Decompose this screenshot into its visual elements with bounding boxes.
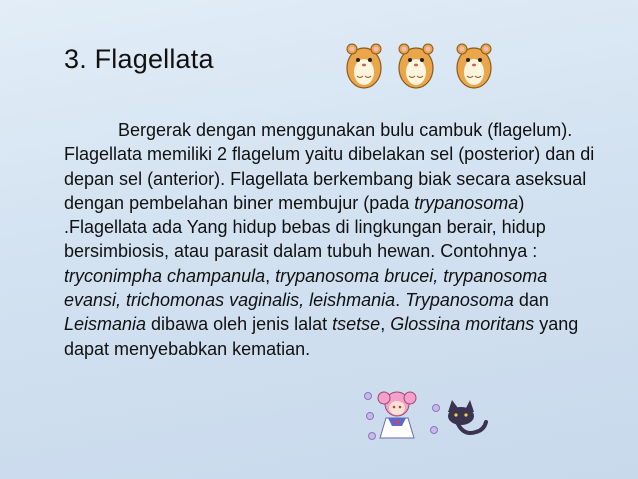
paragraph-text: yang dapat menyebabkan kematian. <box>64 314 579 359</box>
paragraph-text: ) .Flagellata ada Yang hidup bebas di lingkungan berair, hidup bersimbiosis, atau parasit dalam tubuh hewan. Contohnya : <box>64 192 546 262</box>
paragraph-text: dibawa oleh jenis lalat <box>146 314 333 335</box>
paragraph-text: , <box>380 314 391 335</box>
sparkle-icon <box>432 404 440 412</box>
paragraph-text: Bergerak dengan menggunakan bulu cambuk (flagelum). Flagellata memiliki 2 flagelum yaitu dibelakan sel (posterior) dan di depan sel (anterior). Flagellata berkembang biak secara aseksual dengan pembelahan biner membujur (pada <box>64 120 595 213</box>
sparkle-icon <box>366 412 374 420</box>
italic-term: trypanosoma <box>414 192 519 213</box>
hamster-icon <box>342 38 386 90</box>
body-paragraph <box>64 118 604 361</box>
paragraph-text: . <box>395 290 406 311</box>
sparkle-icon <box>364 392 372 400</box>
italic-term: Glossina moritans <box>390 314 535 335</box>
slide-title: 3. Flagellata <box>64 44 214 74</box>
hamster-icon <box>452 38 496 90</box>
black-cat-icon <box>440 392 492 440</box>
italic-term: Trypanosoma <box>405 290 514 311</box>
italic-term: Leismania <box>64 314 147 335</box>
sparkle-icon <box>368 432 376 440</box>
hamster-icon <box>394 38 438 90</box>
italic-term: tryconimpha champanula <box>64 265 266 286</box>
paragraph-text: dan <box>513 290 549 311</box>
paragraph-text: , <box>265 265 276 286</box>
italic-term: trypanosoma brucei, trypanosoma evansi, trichomonas vaginalis, leishmania <box>64 265 548 311</box>
italic-term: tsetse <box>332 314 381 335</box>
sparkle-icon <box>430 426 438 434</box>
